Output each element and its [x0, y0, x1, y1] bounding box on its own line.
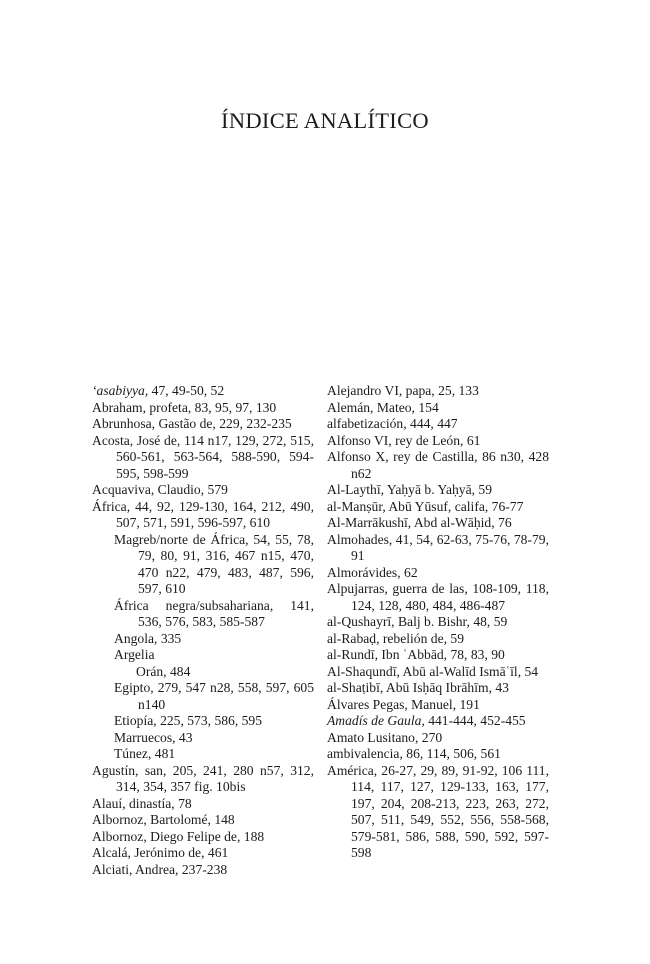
index-page-refs: 43	[491, 680, 509, 695]
index-page-refs: 76	[494, 515, 512, 530]
index-term: ‘asabiyya,	[92, 383, 149, 398]
index-page-refs: 76-77	[488, 498, 524, 514]
index-term: al-Rundī, Ibn ʿAbbād,	[327, 647, 448, 662]
index-term: Alciati, Andrea,	[92, 861, 179, 877]
index-page-refs: 237-238	[178, 861, 228, 877]
index-term: Álvares Pegas, Manuel,	[327, 696, 457, 712]
index-entry	[92, 845, 314, 862]
index-page-refs: 54, 55, 78, 79, 80, 91, 316, 467 n15, 470, 470 n22, 479, 483, 487, 596, 597, 610	[138, 531, 314, 596]
index-term: Alcalá, Jerónimo de,	[92, 845, 205, 860]
index-entry	[327, 763, 549, 862]
index-term: Orán,	[136, 663, 167, 679]
index-page-refs: 484	[166, 663, 191, 679]
index-term: América,	[327, 762, 378, 778]
index-entry	[327, 631, 549, 648]
index-term: África negra/subsahariana,	[114, 597, 274, 613]
index-page-refs: 148	[210, 812, 235, 827]
index-page-refs: 62	[400, 564, 418, 580]
index-entry	[327, 433, 549, 450]
index-term: Argelia	[114, 647, 155, 662]
index-term: Albornoz, Bartolomé,	[92, 812, 211, 827]
index-entry	[327, 565, 549, 582]
index-column-right	[327, 383, 549, 862]
index-page-refs: 78	[174, 795, 192, 811]
index-term: Alpujarras, guerra de las,	[327, 581, 468, 596]
index-entry	[327, 416, 549, 433]
index-entry	[327, 400, 549, 417]
index-term: África,	[92, 498, 131, 514]
index-entry	[327, 730, 549, 747]
index-page-refs: 229, 232-235	[215, 416, 292, 431]
index-term: Amadís de Gaula,	[327, 713, 425, 728]
index-entry	[327, 697, 549, 714]
index-entry	[92, 796, 314, 813]
index-term: Marruecos,	[114, 729, 176, 745]
index-term: Al-Marrākushī, Abd al-Wāḥid,	[327, 515, 495, 530]
index-term: al-Manṣūr, Abū Yūsuf, califa,	[327, 498, 489, 514]
index-term: alfabetización,	[327, 416, 407, 431]
index-entry	[327, 746, 549, 763]
index-term: Al-Shaqundī, Abū al-Walīd Ismāʿīl,	[327, 663, 522, 679]
index-page-refs: 225, 573, 586, 595	[156, 713, 263, 728]
index-page-refs: 154	[414, 399, 439, 415]
index-page-refs: 44, 92, 129-130, 164, 212, 490, 507, 571, 591, 596-597, 610	[116, 498, 314, 530]
index-page-refs: 83, 95, 97, 130	[191, 399, 277, 415]
index-page-refs: 335	[157, 630, 182, 646]
index-page-refs: 54	[521, 663, 539, 679]
index-term: Almohades,	[327, 531, 393, 547]
index-entry	[92, 812, 314, 829]
index-term: Almorávides,	[327, 564, 401, 580]
index-page-refs: 279, 547 n28, 558, 597, 605 n140	[138, 680, 314, 712]
index-term: Amato Lusitano,	[327, 729, 419, 745]
index-entry	[92, 598, 314, 631]
index-entry	[92, 383, 314, 400]
index-entry	[327, 713, 549, 730]
index-entry	[92, 763, 314, 796]
index-page-refs: 141, 536, 576, 583, 585-587	[138, 597, 314, 629]
index-entry	[92, 631, 314, 648]
index-term: Al-Laythī, Yaḥyā b. Yaḥyā,	[327, 482, 476, 497]
index-entry	[92, 647, 314, 664]
index-entry	[92, 499, 314, 532]
index-term: Alfonso X, rey de Castilla,	[327, 449, 478, 464]
index-term: ambivalencia,	[327, 746, 403, 761]
index-entry	[92, 746, 314, 763]
index-entry	[327, 614, 549, 631]
index-page-refs: 59	[475, 482, 493, 497]
index-page-refs: 205, 241, 280 n57, 312, 314, 354, 357 fig. 10bis	[116, 762, 314, 794]
index-page-refs: 188	[240, 828, 265, 844]
index-entry	[92, 680, 314, 713]
index-page-refs: 481	[151, 746, 176, 761]
index-entry	[92, 433, 314, 483]
index-entry	[92, 482, 314, 499]
index-term: Abrunhosa, Gastão de,	[92, 416, 216, 431]
index-entry	[92, 730, 314, 747]
index-term: Alemán, Mateo,	[327, 399, 415, 415]
index-entry	[327, 449, 549, 482]
index-term: Acosta, José de,	[92, 432, 181, 448]
index-page-refs: 86, 114, 506, 561	[402, 746, 501, 761]
index-page-refs: 461	[204, 845, 229, 860]
index-term: al-Shaṭibī, Abū Isḥāq Ibrāhīm,	[327, 680, 492, 695]
index-entry	[92, 664, 314, 681]
index-term: Magreb/norte de África,	[114, 531, 249, 547]
index-term: Angola,	[114, 630, 158, 646]
index-page-refs: 26-27, 29, 89, 91-92, 106 111, 114, 117, 127, 129-133, 163, 177, 197, 204, 208-213, 223, 263, 272, 507, 511, 549, 552, 556, 558-568, 579-581, 586, 588, 590, 592, 597-598	[351, 762, 549, 860]
index-entry	[327, 515, 549, 532]
index-term: Abraham, profeta,	[92, 399, 192, 415]
index-page-refs: 114 n17, 129, 272, 515, 560-561, 563-564, 588-590, 594-595, 598-599	[116, 432, 314, 481]
index-page-refs: 47, 49-50, 52	[148, 383, 225, 398]
index-page-refs: 59	[447, 630, 465, 646]
index-term: Agustín, san,	[92, 762, 167, 778]
index-page-refs: 78, 83, 90	[447, 647, 505, 662]
index-term: Alauí, dinastía,	[92, 795, 175, 811]
index-page-refs: 108-109, 118, 124, 128, 480, 484, 486-487	[351, 581, 549, 613]
index-entry	[327, 664, 549, 681]
index-entry	[92, 532, 314, 598]
index-entry	[92, 862, 314, 879]
index-page-refs: 48, 59	[469, 614, 508, 629]
index-term: Alfonso VI, rey de León,	[327, 432, 464, 448]
index-page-refs: 441-444, 452-455	[424, 713, 526, 728]
index-page-refs: 61	[463, 432, 481, 448]
index-page-refs: 43	[175, 729, 193, 745]
index-page-refs: 270	[418, 729, 443, 745]
index-entry	[327, 499, 549, 516]
index-term: Etiopía,	[114, 713, 157, 728]
index-entry	[327, 647, 549, 664]
index-entry	[327, 532, 549, 565]
index-term: al-Rabaḍ, rebelión de,	[327, 630, 448, 646]
index-entry	[327, 383, 549, 400]
index-entry	[327, 482, 549, 499]
index-entry	[92, 416, 314, 433]
index-entry	[92, 713, 314, 730]
index-entry	[92, 829, 314, 846]
index-term: Túnez,	[114, 746, 152, 761]
index-entry	[327, 581, 549, 614]
index-page-refs: 579	[204, 482, 228, 497]
index-page-refs: 86 n30, 428 n62	[351, 449, 550, 481]
index-term: Egipto,	[114, 680, 154, 695]
index-term: Acquaviva, Claudio,	[92, 482, 205, 497]
index-column-left	[92, 383, 314, 878]
index-page-refs: 191	[456, 696, 480, 712]
index-entry	[327, 680, 549, 697]
index-page-refs: 25, 133	[434, 383, 479, 398]
index-term: Albornoz, Diego Felipe de,	[92, 828, 241, 844]
page-title: ÍNDICE ANALÍTICO	[221, 108, 429, 133]
index-page-refs: 41, 54, 62-63, 75-76, 78-79, 91	[351, 531, 549, 563]
index-term: Alejandro VI, papa,	[327, 383, 435, 398]
index-entry	[92, 400, 314, 417]
index-page-refs: 444, 447	[406, 416, 458, 431]
index-term: al-Qushayrī, Balj b. Bishr,	[327, 614, 470, 629]
